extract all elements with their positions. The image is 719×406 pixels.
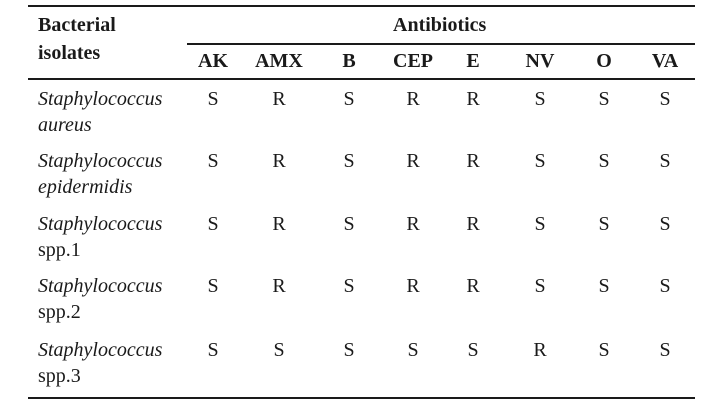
result-cell-amx: R: [272, 213, 286, 235]
result-cell-ak: S: [207, 150, 219, 172]
column-header-amx: AMX: [255, 50, 303, 72]
isolates-column-header: [38, 11, 116, 67]
isolate-name: [38, 211, 162, 263]
result-cell-e: S: [467, 339, 479, 361]
result-cell-o: S: [598, 275, 610, 297]
result-cell-cep: R: [406, 88, 420, 110]
isolates-header-line1: Bacterial: [38, 14, 116, 36]
column-header-b: B: [342, 50, 356, 72]
isolate-name: [38, 148, 162, 200]
isolate-name: [38, 273, 162, 325]
isolate-species: spp.1: [38, 239, 81, 261]
result-cell-ak: S: [207, 275, 219, 297]
result-cell-va: S: [659, 213, 671, 235]
column-header-e: E: [466, 50, 480, 72]
result-cell-ak: S: [207, 213, 219, 235]
result-cell-va: S: [659, 88, 671, 110]
isolate-species: spp.2: [38, 301, 81, 323]
antibiotics-group-rule: [187, 43, 695, 45]
table-top-rule: [28, 5, 695, 7]
column-header-nv: NV: [525, 50, 555, 72]
isolate-name: [38, 86, 162, 138]
isolate-genus: Staphylococcus: [38, 88, 163, 110]
table-bottom-rule: [28, 397, 695, 399]
result-cell-e: R: [466, 88, 480, 110]
isolate-genus: Staphylococcus: [38, 150, 163, 172]
antibiotics-group-header: Antibiotics: [393, 14, 487, 36]
isolates-header-line2: isolates: [38, 42, 101, 64]
column-header-va: VA: [651, 50, 679, 72]
result-cell-cep: R: [406, 150, 420, 172]
result-cell-amx: R: [272, 88, 286, 110]
result-cell-b: S: [343, 213, 355, 235]
result-cell-e: R: [466, 150, 480, 172]
result-cell-amx: S: [273, 339, 285, 361]
isolate-species: aureus: [38, 114, 92, 136]
column-header-o: O: [596, 50, 612, 72]
result-cell-o: S: [598, 150, 610, 172]
result-cell-cep: R: [406, 213, 420, 235]
isolate-genus: Staphylococcus: [38, 213, 163, 235]
result-cell-amx: R: [272, 275, 286, 297]
result-cell-va: S: [659, 275, 671, 297]
isolate-genus: Staphylococcus: [38, 275, 163, 297]
result-cell-b: S: [343, 339, 355, 361]
result-cell-nv: R: [533, 339, 547, 361]
column-header-ak: AK: [198, 50, 228, 72]
result-cell-b: S: [343, 275, 355, 297]
isolate-species: spp.3: [38, 365, 81, 387]
result-cell-cep: S: [407, 339, 419, 361]
isolate-name: [38, 337, 162, 389]
result-cell-b: S: [343, 150, 355, 172]
result-cell-va: S: [659, 150, 671, 172]
result-cell-o: S: [598, 213, 610, 235]
result-cell-nv: S: [534, 213, 546, 235]
table-header-rule: [28, 78, 695, 80]
result-cell-cep: R: [406, 275, 420, 297]
result-cell-nv: S: [534, 88, 546, 110]
result-cell-amx: R: [272, 150, 286, 172]
isolate-species: epidermidis: [38, 176, 133, 198]
result-cell-b: S: [343, 88, 355, 110]
result-cell-o: S: [598, 339, 610, 361]
result-cell-e: R: [466, 213, 480, 235]
result-cell-va: S: [659, 339, 671, 361]
result-cell-ak: S: [207, 339, 219, 361]
result-cell-ak: S: [207, 88, 219, 110]
result-cell-nv: S: [534, 275, 546, 297]
result-cell-o: S: [598, 88, 610, 110]
column-header-cep: CEP: [393, 50, 433, 72]
result-cell-e: R: [466, 275, 480, 297]
result-cell-nv: S: [534, 150, 546, 172]
isolate-genus: Staphylococcus: [38, 339, 163, 361]
